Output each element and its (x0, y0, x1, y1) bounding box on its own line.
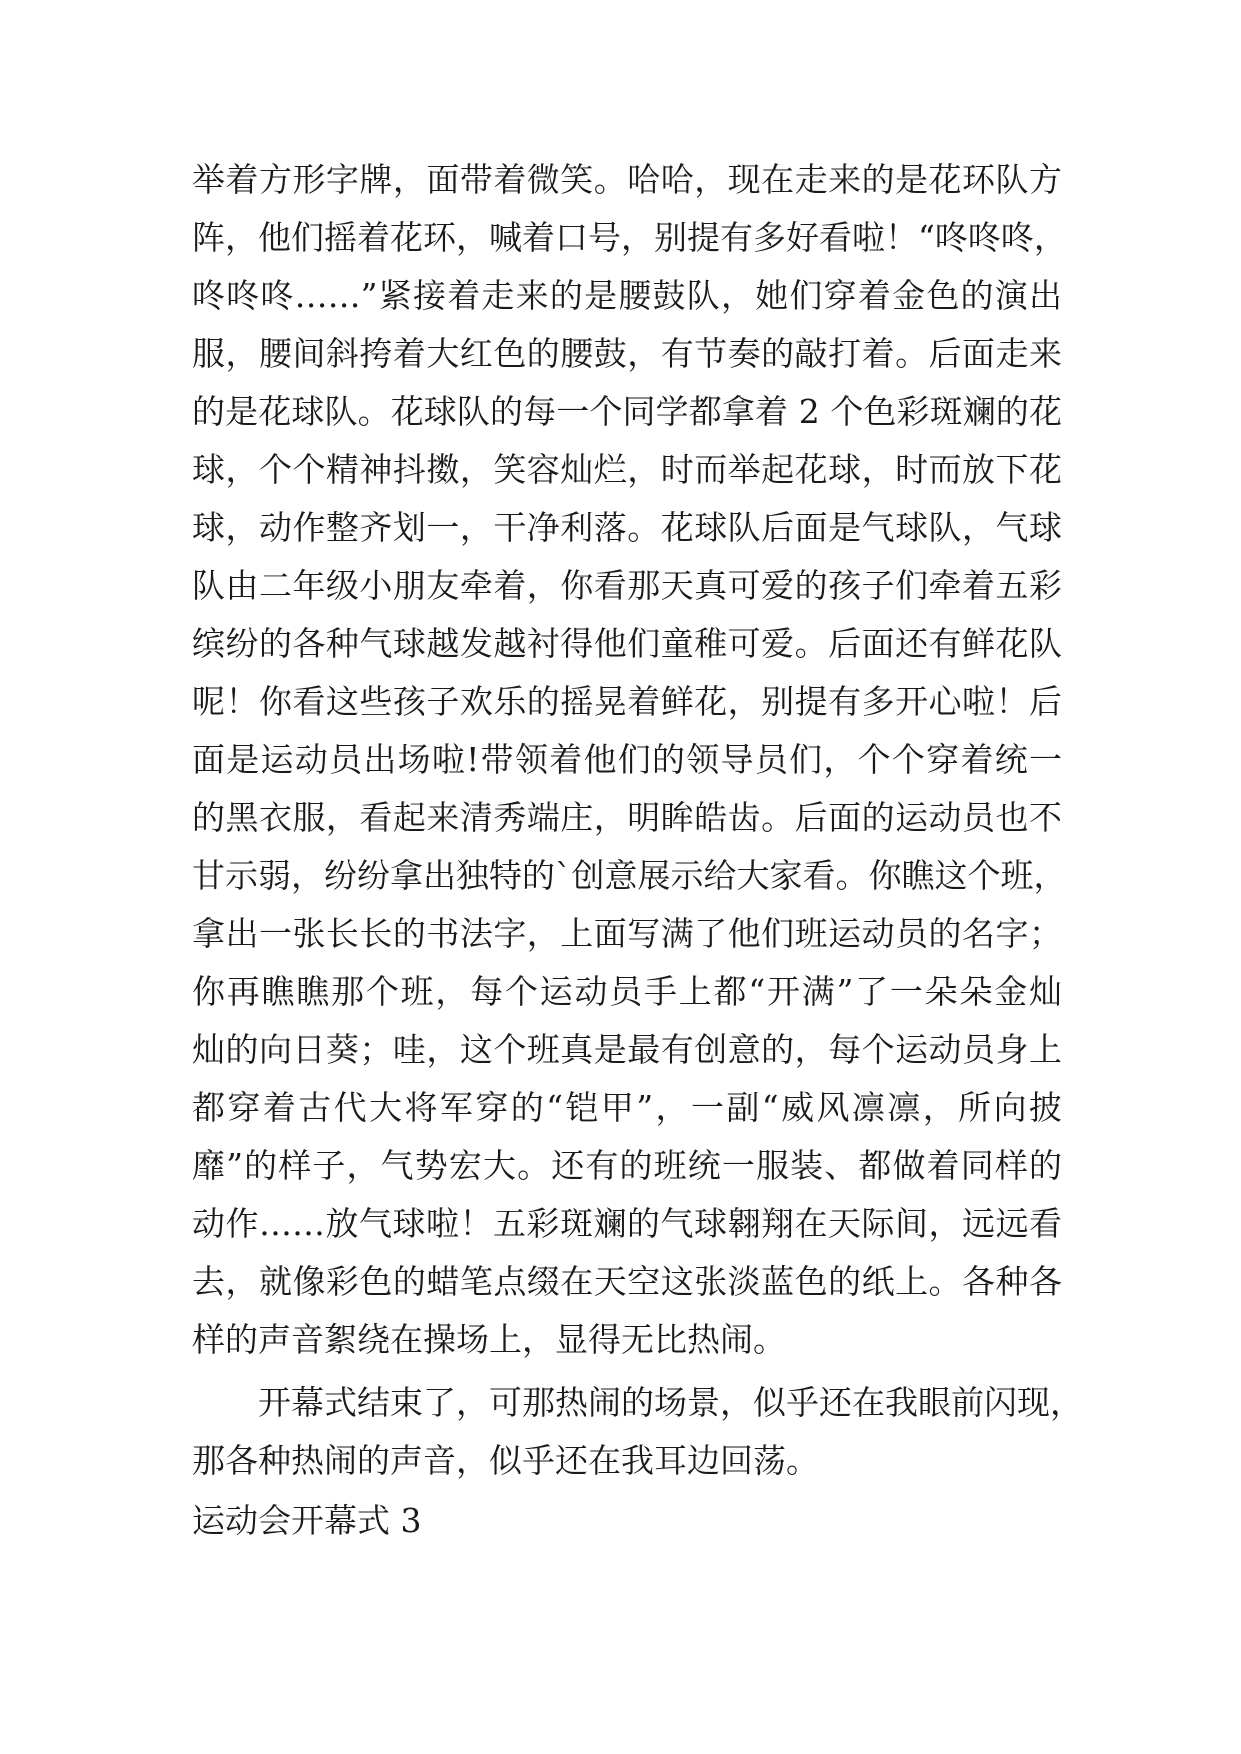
paragraph-line: 开幕式结束了，可那热闹的场景，似乎还在我眼前闪现， (258, 1383, 1083, 1422)
paragraph-line: 缤纷的各种气球越发越衬得他们童稚可爱。后面还有鲜花队 (192, 624, 1062, 663)
paragraph-line: 服，腰间斜挎着大红色的腰鼓，有节奏的敲打着。后面走来 (192, 334, 1062, 373)
paragraph-line: 呢！你看这些孩子欢乐的摇晃着鲜花，别提有多开心啦！后 (192, 682, 1062, 721)
paragraph-line: 那各种热闹的声音，似乎还在我耳边回荡。 (192, 1441, 819, 1480)
paragraph-line: 样的声音絮绕在操场上，显得无比热闹。 (192, 1320, 786, 1359)
paragraph-line: 阵，他们摇着花环，喊着口号，别提有多好看啦！“咚咚咚， (192, 218, 1067, 257)
paragraph-line: 咚咚咚……”紧接着走来的是腰鼓队，她们穿着金色的演出 (192, 276, 1062, 315)
paragraph-line: 面是运动员出场啦!带领着他们的领导员们，个个穿着统一 (192, 740, 1062, 779)
paragraph-line: 灿的向日葵；哇，这个班真是最有创意的，每个运动员身上 (192, 1030, 1062, 1069)
paragraph-line: 的黑衣服，看起来清秀端庄，明眸皓齿。后面的运动员也不 (192, 798, 1062, 837)
paragraph-line: 队由二年级小朋友牵着，你看那天真可爱的孩子们牵着五彩 (192, 566, 1062, 605)
paragraph-line: 的是花球队。花球队的每一个同学都拿着 2 个色彩斑斓的花 (192, 392, 1062, 431)
paragraph-line: 拿出一张长长的书法字，上面写满了他们班运动员的名字； (192, 914, 1062, 953)
paragraph-line: 都穿着古代大将军穿的“铠甲”，一副“威风凛凛，所向披 (192, 1088, 1062, 1127)
paragraph-line: 去，就像彩色的蜡笔点缀在天空这张淡蓝色的纸上。各种各 (192, 1262, 1062, 1301)
paragraph-line: 球，动作整齐划一，干净利落。花球队后面是气球队，气球 (192, 508, 1062, 547)
paragraph-line: 靡”的样子，气势宏大。还有的班统一服装、都做着同样的 (192, 1146, 1062, 1185)
paragraph-line: 球，个个精神抖擞，笑容灿烂，时而举起花球，时而放下花 (192, 450, 1062, 489)
paragraph-line: 动作……放气球啦！五彩斑斓的气球翱翔在天际间，远远看 (192, 1204, 1062, 1243)
paragraph-line: 你再瞧瞧那个班，每个运动员手上都“开满”了一朵朵金灿 (192, 972, 1062, 1011)
section-heading: 运动会开幕式 3 (192, 1501, 422, 1540)
paragraph-line: 举着方形字牌，面带着微笑。哈哈，现在走来的是花环队方 (192, 160, 1062, 199)
paragraph-line: 甘示弱，纷纷拿出独特的`创意展示给大家看。你瞧这个班， (192, 856, 1067, 895)
